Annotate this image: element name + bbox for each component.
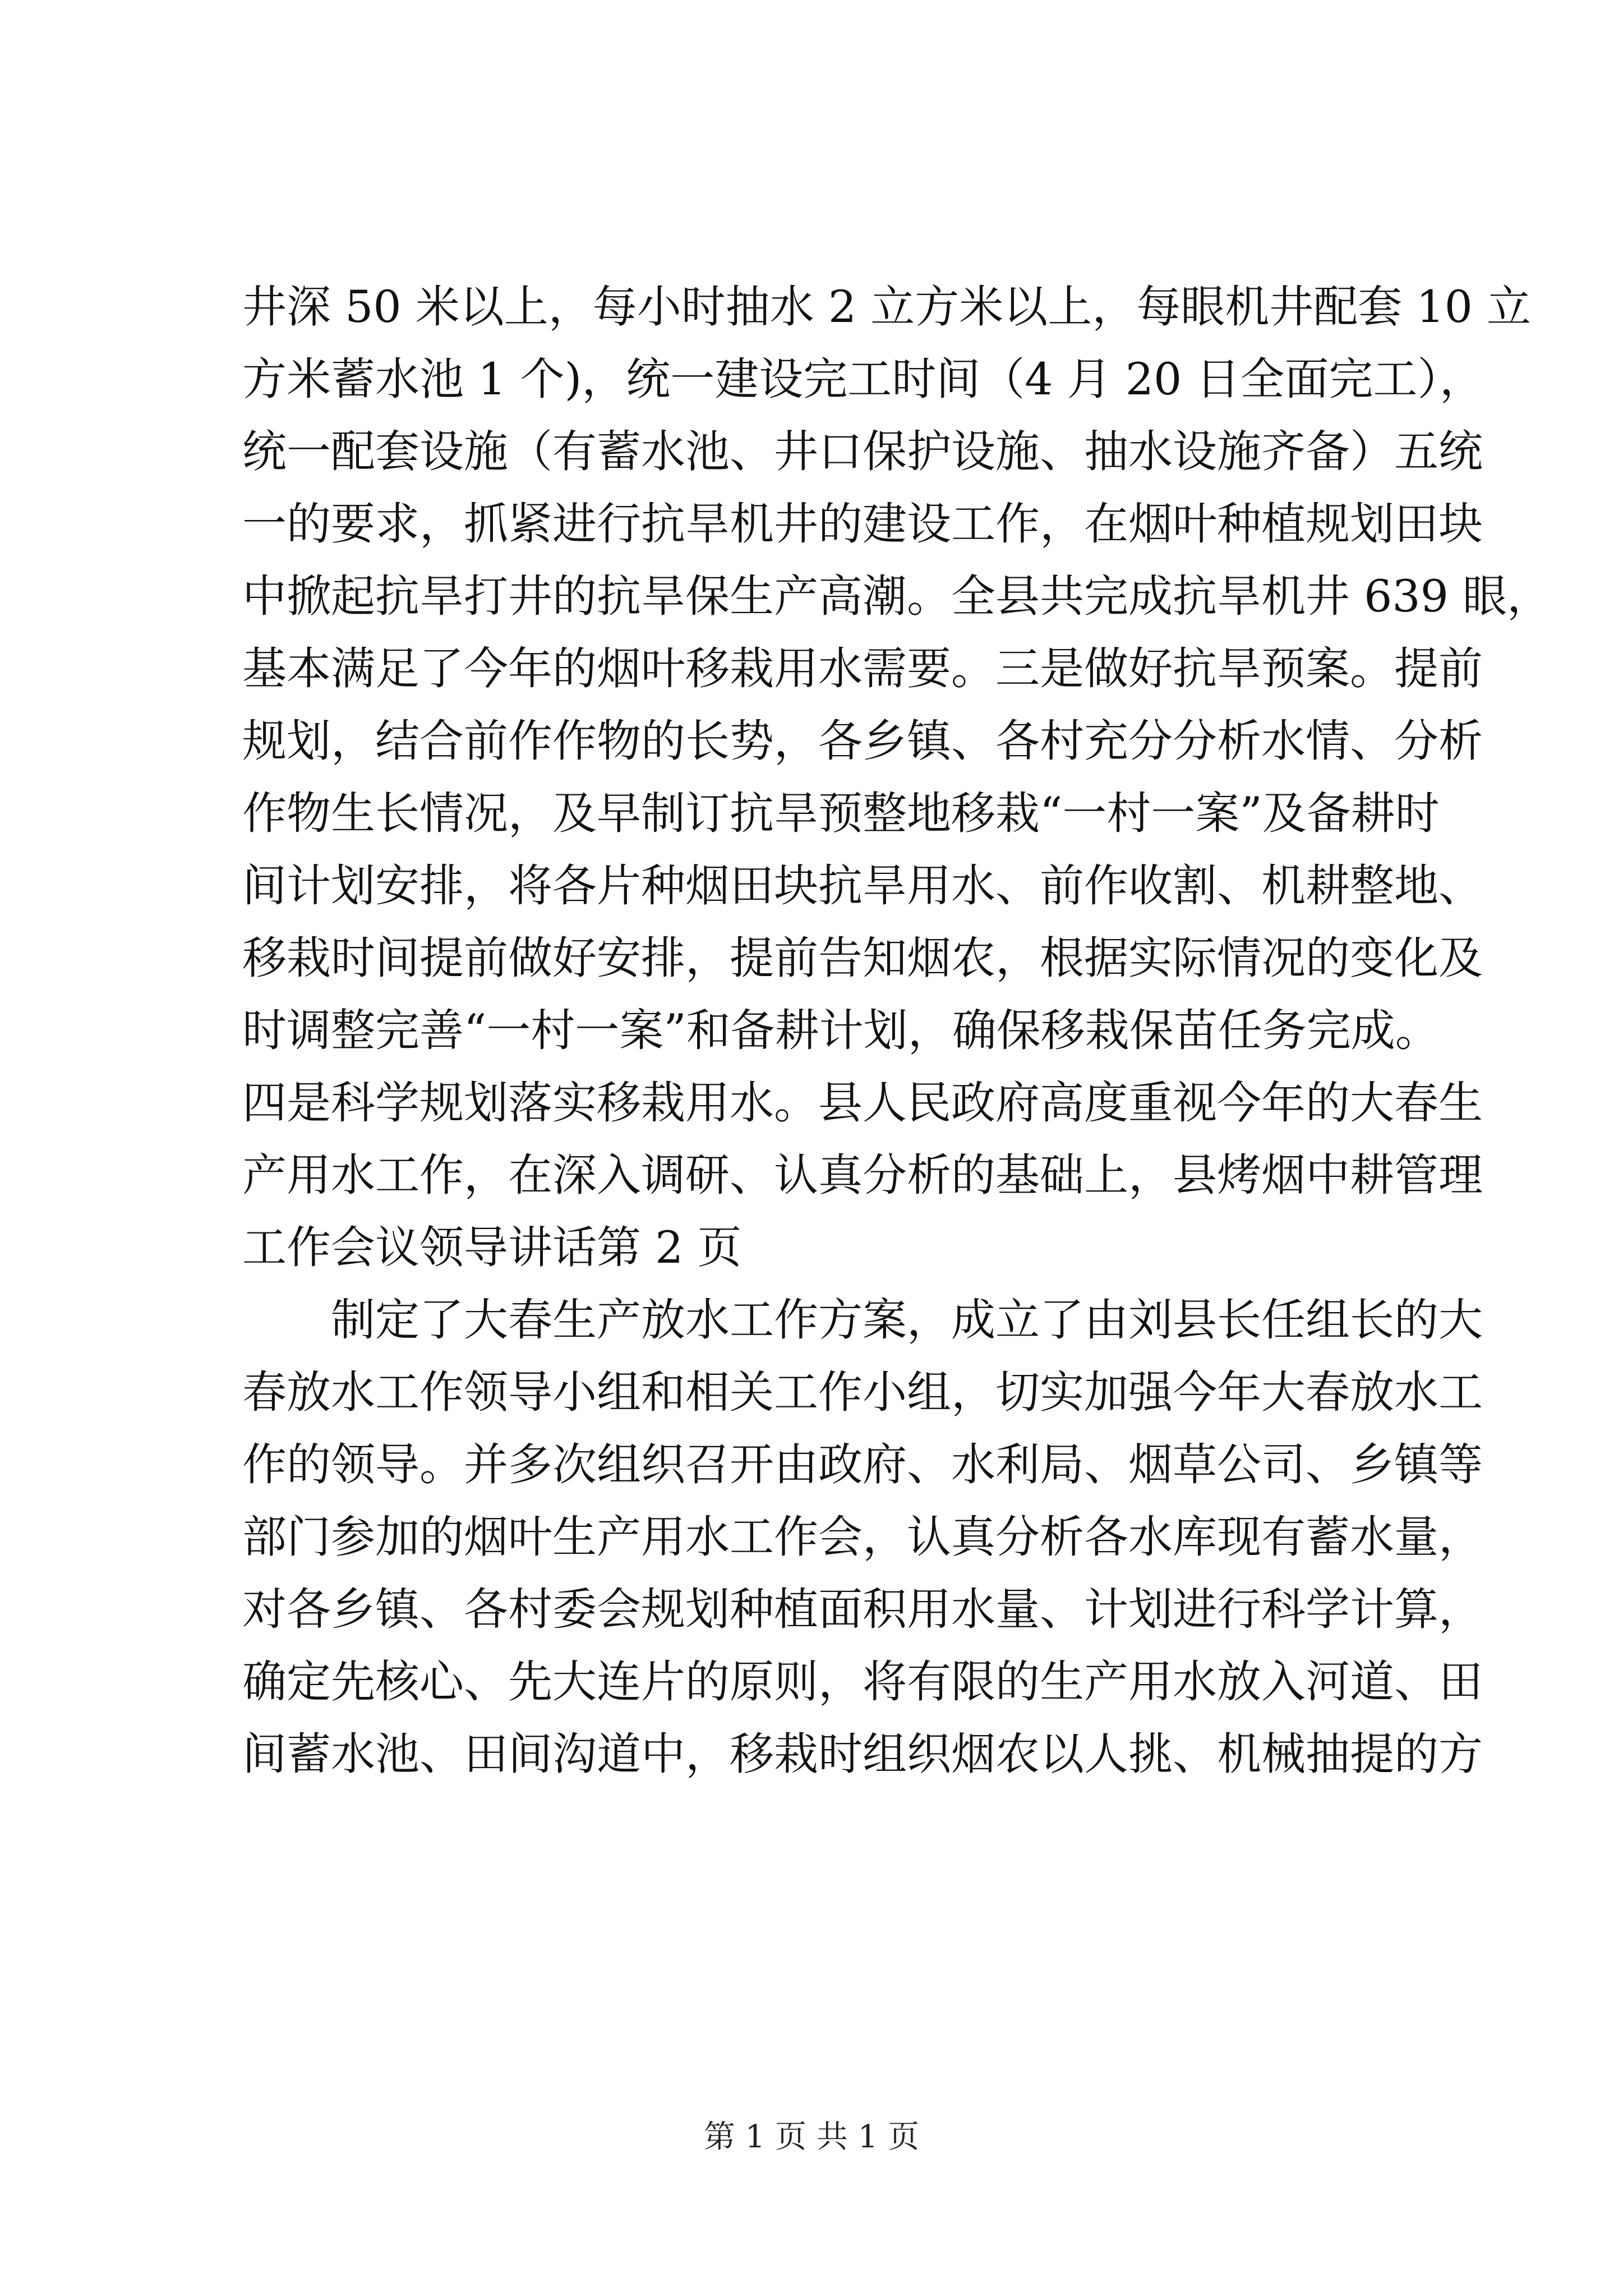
- text-line: 基本满足了今年的烟叶移栽用水需要。三是做好抗旱预案。提前: [242, 643, 1483, 694]
- paragraph-1: [242, 278, 1552, 1277]
- document-body: [242, 278, 1552, 1797]
- text-line: 一的要求，抓紧进行抗旱机井的建设工作，在烟叶种植规划田块: [242, 498, 1483, 550]
- text-line: 作的领导。并多次组织召开由政府、水利局、烟草公司、乡镇等: [242, 1439, 1483, 1490]
- text-line: 对各乡镇、各村委会规划种植面积用水量、计划进行科学计算，: [242, 1584, 1483, 1635]
- text-line: 确定先核心、先大连片的原则，将有限的生产用水放入河道、田: [242, 1656, 1483, 1708]
- text-line: 间计划安排，将各片种烟田块抗旱用水、前作收割、机耕整地、: [242, 860, 1483, 912]
- text-line: 中掀起抗旱打井的抗旱保生产高潮。全县共完成抗旱机井 639 眼，: [242, 570, 1552, 622]
- text-line: 间蓄水池、田间沟道中，移栽时组织烟农以人挑、机械抽提的方: [242, 1728, 1483, 1780]
- text-line-last: 工作会议领导讲话第 2 页: [242, 1222, 742, 1273]
- text-line: 井深 50 米以上，每小时抽水 2 立方米以上，每眼机井配套 10 立: [242, 281, 1531, 333]
- text-line: 统一配套设施（有蓄水池、井口保护设施、抽水设施齐备）五统: [242, 426, 1483, 477]
- page-footer: 第 1 页 共 1 页: [703, 2119, 920, 2155]
- text-line: 部门参加的烟叶生产用水工作会，认真分析各水库现有蓄水量，: [242, 1511, 1483, 1563]
- text-line: 规划，结合前作作物的长势，各乡镇、各村充分分析水情、分析: [242, 715, 1483, 767]
- text-line-indented: 制定了大春生产放水工作方案，成立了由刘县长任组长的大: [331, 1294, 1483, 1346]
- text-line: 移栽时间提前做好安排，提前告知烟农，根据实际情况的变化及: [242, 932, 1483, 984]
- text-line: 四是科学规划落实移栽用水。县人民政府高度重视今年的大春生: [242, 1077, 1483, 1129]
- text-line: 春放水工作领导小组和相关工作小组，切实加强今年大春放水工: [242, 1366, 1483, 1418]
- text-line: 方米蓄水池 1 个)，统一建设完工时间（4 月 20 日全面完工），: [242, 353, 1484, 405]
- text-line: 产用水工作，在深入调研、认真分析的基础上，县烤烟中耕管理: [242, 1149, 1483, 1201]
- text-line: 时调整完善“一村一案”和备耕计划，确保移栽保苗任务完成。: [242, 1005, 1440, 1056]
- text-line: 作物生长情况，及早制订抗旱预整地移栽“一村一案”及备耕时: [242, 788, 1440, 839]
- paragraph-2: [242, 1291, 1483, 1783]
